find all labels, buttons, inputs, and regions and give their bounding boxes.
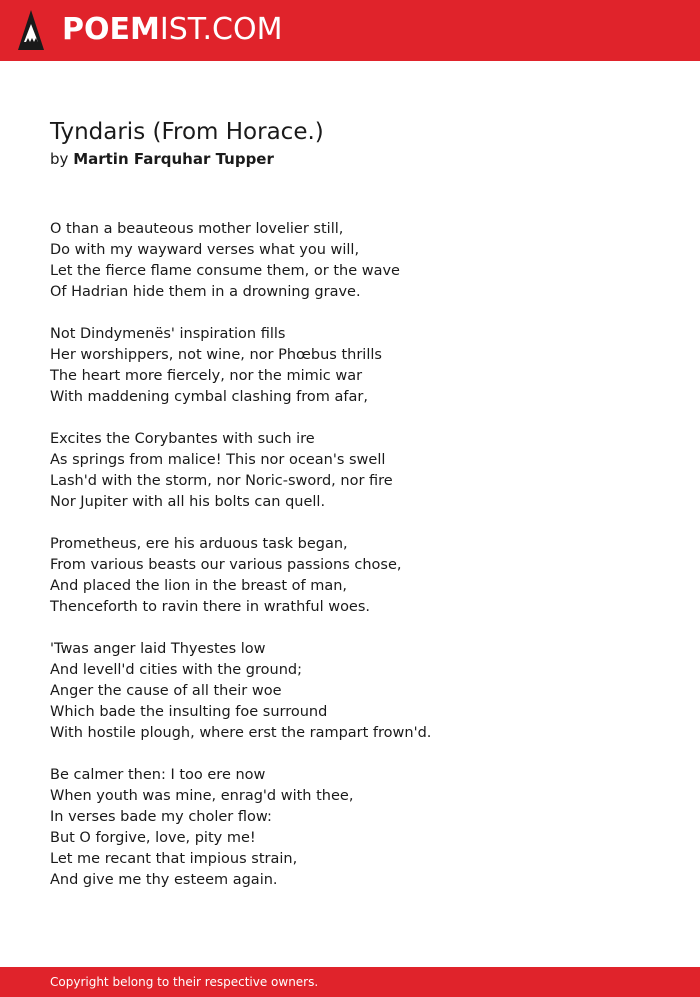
pencil-icon bbox=[17, 9, 45, 51]
poem-line: O than a beauteous mother lovelier still, bbox=[50, 221, 344, 237]
stanza bbox=[50, 324, 650, 408]
poem-line: Let me recant that impious strain, bbox=[50, 851, 298, 867]
by-label: by bbox=[50, 150, 69, 168]
poem-line: Nor Jupiter with all his bolts can quell. bbox=[50, 494, 326, 510]
poem-body bbox=[50, 219, 650, 912]
poem-line: As springs from malice! This nor ocean's swell bbox=[50, 452, 386, 468]
stanza bbox=[50, 429, 650, 513]
poem-line: Which bade the insulting foe surround bbox=[50, 704, 328, 720]
poem-line: Excites the Corybantes with such ire bbox=[50, 431, 315, 447]
stanza bbox=[50, 219, 650, 303]
header-bar bbox=[0, 0, 700, 61]
poem-line: And give me thy esteem again. bbox=[50, 872, 278, 888]
poem-line: And levell'd cities with the ground; bbox=[50, 662, 302, 678]
stanza bbox=[50, 534, 650, 618]
site-logo[interactable] bbox=[62, 12, 282, 48]
poem-line: Her worshippers, not wine, nor Phœbus thrills bbox=[50, 347, 382, 363]
poem-line: In verses bade my choler flow: bbox=[50, 809, 272, 825]
poem-line: 'Twas anger laid Thyestes low bbox=[50, 641, 266, 657]
poem-line: Be calmer then: I too ere now bbox=[50, 767, 266, 783]
poem-line: Prometheus, ere his arduous task began, bbox=[50, 536, 348, 552]
stanza bbox=[50, 639, 650, 744]
poem-line: Not Dindymenës' inspiration fills bbox=[50, 326, 286, 342]
poem-line: Let the fierce flame consume them, or the wave bbox=[50, 263, 400, 279]
poem-line: Lash'd with the storm, nor Noric-sword, nor fire bbox=[50, 473, 393, 489]
footer-bar bbox=[0, 967, 700, 997]
poem-line: Thenceforth to ravin there in wrathful woes. bbox=[50, 599, 371, 615]
poem-title: Tyndaris (From Horace.) bbox=[50, 119, 324, 145]
logo-text-bold: POEM bbox=[62, 12, 160, 47]
poem-line: And placed the lion in the breast of man, bbox=[50, 578, 348, 594]
poem-line: Of Hadrian hide them in a drowning grave. bbox=[50, 284, 361, 300]
author-name: Martin Farquhar Tupper bbox=[73, 150, 274, 168]
poem-line: Anger the cause of all their woe bbox=[50, 683, 282, 699]
byline bbox=[50, 149, 274, 169]
poem-line: With hostile plough, where erst the rampart frown'd. bbox=[50, 725, 432, 741]
poem-line: Do with my wayward verses what you will, bbox=[50, 242, 360, 258]
poem-line: The heart more fiercely, nor the mimic war bbox=[50, 368, 363, 384]
poem-line: With maddening cymbal clashing from afar, bbox=[50, 389, 368, 405]
poem-line: From various beasts our various passions chose, bbox=[50, 557, 402, 573]
stanza bbox=[50, 765, 650, 891]
poem-line: But O forgive, love, pity me! bbox=[50, 830, 256, 846]
logo-text-light: IST.COM bbox=[159, 12, 283, 47]
poem-line: When youth was mine, enrag'd with thee, bbox=[50, 788, 354, 804]
copyright-text: Copyright belong to their respective owners. bbox=[50, 975, 319, 989]
